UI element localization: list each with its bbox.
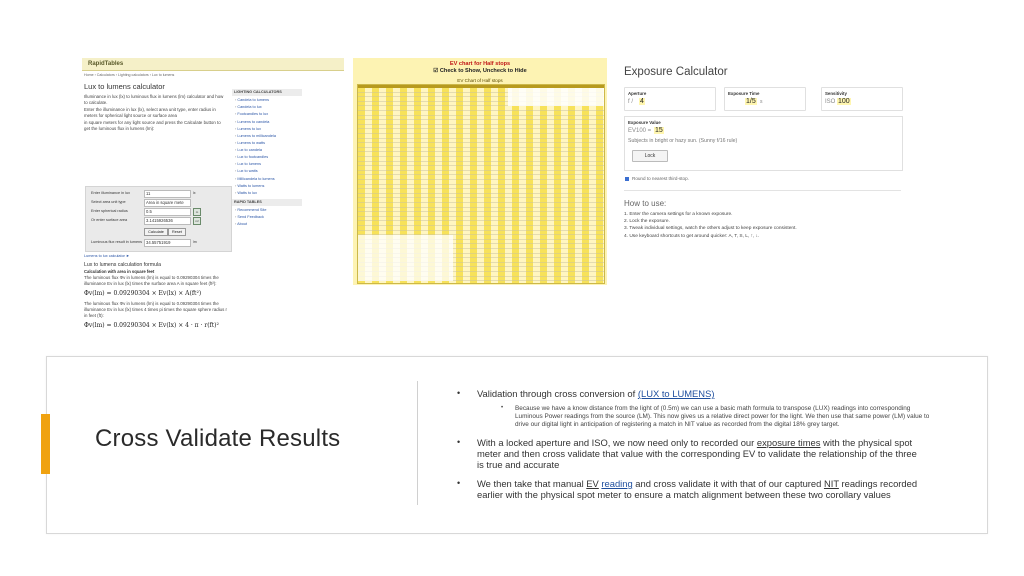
exposure-time-box[interactable] bbox=[724, 87, 806, 111]
area-label: Or enter surface area bbox=[91, 218, 128, 222]
exposure-value-prefix: EV100 = bbox=[628, 128, 652, 134]
bullet-3 bbox=[457, 478, 957, 500]
illuminance-row bbox=[89, 190, 229, 197]
sub-bullet-dot: • bbox=[501, 405, 504, 411]
illuminance-label: Enter illuminance in lux bbox=[91, 191, 131, 195]
sub-bullet-line: drive our digital light in anticipation of registering a match in NIT value as recorded from the digital 18% grey target. bbox=[515, 421, 840, 428]
exposure-time-label: Exposure Time bbox=[728, 91, 760, 96]
sidebar-link[interactable]: › Lux to watts bbox=[232, 169, 302, 174]
ev-table bbox=[357, 84, 605, 284]
bullet-dot: • bbox=[457, 478, 461, 488]
step-item: 1. Enter the camera settings for a known exposure. bbox=[624, 212, 733, 217]
sidebar-link[interactable]: › Footcandles to lux bbox=[232, 112, 302, 117]
sidebar-link[interactable]: › Recommend Site bbox=[232, 208, 302, 213]
bullet-2-text: With a locked aperture and ISO, we now need only to recorded our bbox=[477, 437, 757, 448]
area-input[interactable]: 3.1415926536 bbox=[144, 217, 191, 225]
lux-to-lumens-link[interactable]: (LUX to LUMENS) bbox=[637, 388, 715, 399]
aperture-box[interactable] bbox=[624, 87, 716, 111]
sidebar-link[interactable]: › Lux to candela bbox=[232, 148, 302, 153]
sidebar-link[interactable]: › Lumens to millicandela bbox=[232, 134, 302, 139]
radius-input[interactable]: 0.5 bbox=[144, 208, 191, 216]
illuminance-unit: lx bbox=[193, 191, 196, 195]
bullet-3-text: and cross validate it with that of our captured bbox=[632, 478, 824, 489]
illuminance-input[interactable]: 11 bbox=[144, 190, 191, 198]
lock-button[interactable]: Lock bbox=[632, 150, 668, 162]
ev-chart-screenshot bbox=[353, 58, 607, 285]
sensitivity-label: Sensitivity bbox=[825, 91, 847, 96]
sub-bullet-line: Because we have a know distance from the light of (0.5m) we can use a basic math formula to transpose (LUX) readings into corresponding bbox=[515, 405, 911, 412]
bullet-dot: • bbox=[457, 437, 461, 447]
rapidtables-logo[interactable]: RapidTables bbox=[88, 61, 124, 67]
breadcrumb[interactable]: Home › Calculators › Lighting calculators › Lux to lumens bbox=[84, 73, 175, 77]
sidebar-link[interactable]: › Millicandela to lumens bbox=[232, 177, 302, 182]
nit-term: NIT bbox=[823, 478, 839, 489]
bullet-2-line-2: meter and then cross validate that value with the corresponding EV to validate the relationship of the three bbox=[477, 448, 917, 459]
bullet-2-text: with the physical spot bbox=[820, 437, 913, 448]
aperture-label: Aperture bbox=[628, 91, 647, 96]
formula-1: Φv(lm) = 0.09290304 × Ev(lx) × A(ft²) bbox=[84, 289, 202, 297]
sidebar-link[interactable]: › Lux to lumens bbox=[232, 162, 302, 167]
exposure-value-label: Exposure Value bbox=[628, 120, 661, 125]
radius-unit-button[interactable]: m bbox=[193, 208, 201, 216]
bullet-1 bbox=[457, 388, 715, 399]
bullet-3-text: We then take that manual bbox=[477, 478, 587, 489]
area-unit-button[interactable]: m² bbox=[193, 217, 201, 225]
rapidtables-header bbox=[82, 58, 344, 71]
sensitivity-box[interactable] bbox=[821, 87, 903, 111]
exposure-times-term: exposure times bbox=[756, 437, 821, 448]
ev-table-empty-cells bbox=[508, 88, 604, 106]
lumens-to-lux-link[interactable]: Lumens to lux calculator ► bbox=[84, 254, 130, 258]
intro-line: Illuminance in lux (lx) to luminous flux in lumens (lm) calculator and how to calculate. bbox=[84, 94, 224, 105]
sub-bullet-1 bbox=[501, 405, 945, 429]
area-type-label: Select area unit type bbox=[91, 200, 126, 204]
bullet-1-text: Validation through cross conversion of bbox=[477, 388, 638, 399]
exposure-value-box bbox=[624, 116, 903, 171]
bullet-2-line-1 bbox=[477, 437, 957, 448]
area-type-select[interactable]: Area in square mete bbox=[144, 199, 191, 207]
area-row bbox=[89, 217, 229, 224]
exposure-value-description: Subjects in bright or hazy sun. (Sunny f/16 rule) bbox=[628, 138, 738, 144]
radius-label: Enter spherical radius bbox=[91, 209, 128, 213]
sidebar-link[interactable]: › Watts to lumens bbox=[232, 184, 302, 189]
intro-text bbox=[84, 94, 226, 133]
round-label: Round to nearest third-stop. bbox=[632, 176, 689, 181]
aperture-input[interactable]: 4 bbox=[640, 98, 644, 105]
show-hide-checkbox[interactable]: ☑ Check to Show, Uncheck to Hide bbox=[433, 68, 527, 74]
reset-button[interactable]: Reset bbox=[168, 228, 186, 236]
bullet-3-line-2: earlier with the physical spot meter to ensure a match alignment between these two corollary values bbox=[477, 489, 891, 500]
rapidtables-sidebar bbox=[232, 86, 302, 229]
bullet-dot: • bbox=[457, 388, 461, 398]
exposure-calculator-screenshot bbox=[620, 58, 920, 288]
formula-subheading: Calculation with area in square feet bbox=[84, 269, 155, 275]
rapidtables-screenshot bbox=[82, 58, 344, 329]
sidebar-link[interactable]: › Watts to lux bbox=[232, 191, 302, 196]
sidebar-heading: LIGHTING CALCULATORS bbox=[232, 89, 302, 96]
step-item: 3. Tweak individual settings, watch the others adjust to keep exposure consistent. bbox=[624, 226, 797, 232]
result-output[interactable]: 34.55751919 bbox=[144, 239, 191, 247]
slide-heading: Cross Validate Results bbox=[95, 425, 341, 452]
divider bbox=[624, 190, 901, 191]
how-to-use-title: How to use: bbox=[624, 199, 667, 208]
result-label: Luminous flux result in lumens bbox=[91, 240, 143, 244]
exposure-time-input[interactable]: 1/5 bbox=[746, 98, 756, 105]
formula-heading: Lux to lumens calculation formula bbox=[84, 262, 161, 269]
calculator-title: Exposure Calculator bbox=[624, 66, 728, 78]
result-row bbox=[89, 239, 229, 246]
sidebar-list bbox=[232, 98, 302, 196]
sidebar-link[interactable]: › Send Feedback bbox=[232, 215, 302, 220]
sidebar-link[interactable]: › Lux to footcandles bbox=[232, 155, 302, 160]
intro-line: Enter the illuminance in lux (lx), select area unit type, enter radius in meters for spherical light source or surface area bbox=[84, 106, 216, 118]
formula-text: The luminous flux Φv in lumens (lm) is equal to 0.09290304 times the illuminance Ev in lux (lx) times the surface area A in square feet (ft²): bbox=[84, 274, 219, 286]
sensitivity-prefix: ISO bbox=[825, 99, 836, 105]
radius-row bbox=[89, 208, 229, 215]
aperture-prefix: f / bbox=[628, 99, 634, 105]
sidebar-link[interactable]: › Candela to lumens bbox=[232, 98, 302, 103]
ev-chart-subtitle: EV Chart of Half stops bbox=[457, 78, 503, 83]
formula-2: Φv(lm) = 0.09290304 × Ev(lx) × 4 · π · r(ft)² bbox=[84, 321, 219, 329]
sidebar-heading: RAPID TABLES bbox=[232, 199, 302, 206]
accent-bar bbox=[41, 414, 50, 474]
result-unit: lm bbox=[193, 240, 197, 244]
ev-table-empty-cells bbox=[358, 235, 453, 281]
exposure-value-input[interactable]: 15 bbox=[655, 127, 663, 134]
reading-link[interactable]: reading bbox=[601, 478, 633, 489]
sidebar-link[interactable]: › About bbox=[232, 222, 302, 227]
page-title: Lux to lumens calculator bbox=[84, 82, 165, 91]
round-checkbox[interactable] bbox=[625, 177, 629, 181]
intro-line: in square meters for any light source and press the Calculate button to get the luminous flux in lumens (lm): bbox=[84, 119, 221, 131]
bullet-3-line-1 bbox=[477, 478, 957, 489]
exposure-time-unit: s bbox=[760, 99, 763, 105]
lux-form bbox=[85, 186, 232, 252]
how-to-use-steps bbox=[624, 211, 797, 240]
sidebar-list bbox=[232, 208, 302, 227]
formula-text-2: The luminous flux Φv in lumens (lm) is equal to 0.09290304 times the illuminance Ev in lux (lx) times 4 times pi times the square sphere radius r in feet (ft): bbox=[84, 300, 227, 318]
sidebar-link[interactable]: › Lumens to candela bbox=[232, 120, 302, 125]
sidebar-link[interactable]: › Lumens to lux bbox=[232, 127, 302, 132]
bullet-3-text: readings recorded bbox=[838, 478, 918, 489]
area-type-row bbox=[89, 199, 229, 206]
ev-term: EV bbox=[586, 478, 599, 489]
sub-bullet-line: Luminous Power readings from the source (LM). This now gives us a relative direct power for the light. We then use that same power (LM) value to bbox=[515, 413, 930, 420]
step-item: 2. Lock the exposure. bbox=[624, 219, 670, 225]
sidebar-link[interactable]: › Lumens to watts bbox=[232, 141, 302, 146]
bullet-2-line-3: is true and accurate bbox=[477, 459, 560, 470]
vertical-divider bbox=[417, 381, 418, 505]
step-item: 4. Use keyboard shortcuts to get around quicker: A, T, S, L, ↑, ↓. bbox=[624, 233, 760, 239]
ev-chart-title: EV chart for Half stops bbox=[449, 61, 511, 67]
bullet-2 bbox=[457, 437, 957, 470]
sensitivity-input[interactable]: 100 bbox=[838, 98, 850, 105]
sidebar-link[interactable]: › Candela to lux bbox=[232, 105, 302, 110]
round-option[interactable] bbox=[625, 176, 689, 181]
formula-section bbox=[84, 254, 229, 333]
calculate-button[interactable]: Calculate bbox=[144, 228, 168, 236]
